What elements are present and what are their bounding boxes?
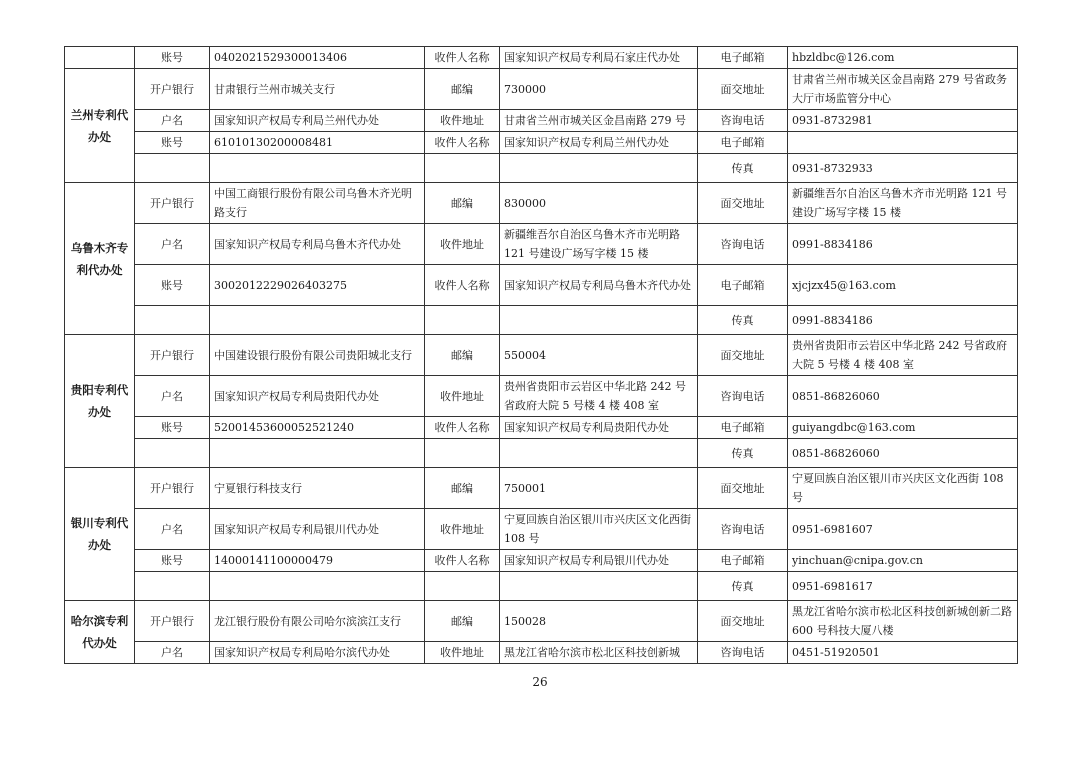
office-name: 贵阳专利代办处 — [65, 335, 135, 468]
table-row — [65, 376, 1018, 417]
label-recipient: 收件人名称 — [425, 132, 500, 154]
label-counter-address: 面交地址 — [698, 468, 788, 509]
table-row — [65, 47, 1018, 69]
label-account: 账号 — [135, 265, 210, 306]
label-email: 电子邮箱 — [698, 550, 788, 572]
label-counter-address: 面交地址 — [698, 183, 788, 224]
label-email: 电子邮箱 — [698, 265, 788, 306]
bank-value: 中国建设银行股份有限公司贵阳城北支行 — [210, 335, 425, 376]
label-phone: 咨询电话 — [698, 509, 788, 550]
recipient-value: 国家知识产权局专利局石家庄代办处 — [500, 47, 698, 69]
mail-address-value: 黑龙江省哈尔滨市松北区科技创新城 — [500, 642, 698, 664]
label-mail-address: 收件地址 — [425, 509, 500, 550]
office-name: 银川专利代办处 — [65, 468, 135, 601]
fax-value: 0851-86826060 — [788, 439, 1018, 468]
label-bank: 开户银行 — [135, 183, 210, 224]
label-counter-address: 面交地址 — [698, 335, 788, 376]
label-mail-address: 收件地址 — [425, 642, 500, 664]
office-cell-empty — [65, 47, 135, 69]
label-recipient: 收件人名称 — [425, 550, 500, 572]
fax-value: 0991-8834186 — [788, 306, 1018, 335]
table-row — [65, 601, 1018, 642]
label-mail-address: 收件地址 — [425, 376, 500, 417]
account-value: 3002012229026403275 — [210, 265, 425, 306]
postcode-value: 150028 — [500, 601, 698, 642]
bank-value: 宁夏银行科技支行 — [210, 468, 425, 509]
label-phone: 咨询电话 — [698, 376, 788, 417]
mail-address-value: 新疆维吾尔自治区乌鲁木齐市光明路 121 号建设广场写字楼 15 楼 — [500, 224, 698, 265]
label-recipient: 收件人名称 — [425, 417, 500, 439]
table-row — [65, 439, 1018, 468]
label-phone: 咨询电话 — [698, 110, 788, 132]
label-postcode: 邮编 — [425, 601, 500, 642]
counter-address-value: 黑龙江省哈尔滨市松北区科技创新城创新二路 600 号科技大厦八楼 — [788, 601, 1018, 642]
recipient-value: 国家知识产权局专利局乌鲁木齐代办处 — [500, 265, 698, 306]
table-row — [65, 154, 1018, 183]
phone-value: 0451-51920501 — [788, 642, 1018, 664]
table-row — [65, 183, 1018, 224]
counter-address-value: 宁夏回族自治区银川市兴庆区文化西街 108 号 — [788, 468, 1018, 509]
email-value — [788, 132, 1018, 154]
holder-value: 国家知识产权局专利局银川代办处 — [210, 509, 425, 550]
patent-office-table — [64, 46, 1018, 664]
mail-address-value: 甘肃省兰州市城关区金昌南路 279 号 — [500, 110, 698, 132]
postcode-value: 550004 — [500, 335, 698, 376]
bank-value: 甘肃银行兰州市城关支行 — [210, 69, 425, 110]
label-account: 账号 — [135, 417, 210, 439]
label-counter-address: 面交地址 — [698, 69, 788, 110]
label-fax: 传真 — [698, 306, 788, 335]
label-holder: 户名 — [135, 509, 210, 550]
account-value: 61010130200008481 — [210, 132, 425, 154]
holder-value: 国家知识产权局专利局贵阳代办处 — [210, 376, 425, 417]
table-row — [65, 572, 1018, 601]
label-holder: 户名 — [135, 110, 210, 132]
counter-address-value: 贵州省贵阳市云岩区中华北路 242 号省政府大院 5 号楼 4 楼 408 室 — [788, 335, 1018, 376]
label-email: 电子邮箱 — [698, 132, 788, 154]
phone-value: 0951-6981607 — [788, 509, 1018, 550]
label-phone: 咨询电话 — [698, 224, 788, 265]
office-name: 兰州专利代办处 — [65, 69, 135, 183]
label-email: 电子邮箱 — [698, 47, 788, 69]
office-name: 哈尔滨专利代办处 — [65, 601, 135, 664]
page-number: 26 — [532, 675, 548, 689]
label-mail-address: 收件地址 — [425, 110, 500, 132]
label-holder: 户名 — [135, 224, 210, 265]
table-row — [65, 509, 1018, 550]
label-mail-address: 收件地址 — [425, 224, 500, 265]
label-bank: 开户银行 — [135, 601, 210, 642]
label-postcode: 邮编 — [425, 335, 500, 376]
counter-address-value: 新疆维吾尔自治区乌鲁木齐市光明路 121 号建设广场写字楼 15 楼 — [788, 183, 1018, 224]
label-email: 电子邮箱 — [698, 417, 788, 439]
phone-value: 0931-8732981 — [788, 110, 1018, 132]
table-row — [65, 132, 1018, 154]
fax-value: 0951-6981617 — [788, 572, 1018, 601]
email-value: yinchuan@cnipa.gov.cn — [788, 550, 1018, 572]
label-fax: 传真 — [698, 572, 788, 601]
label-bank: 开户银行 — [135, 468, 210, 509]
label-postcode: 邮编 — [425, 183, 500, 224]
label-fax: 传真 — [698, 154, 788, 183]
counter-address-value: 甘肃省兰州市城关区金昌南路 279 号省政务大厅市场监管分中心 — [788, 69, 1018, 110]
table-row — [65, 306, 1018, 335]
mail-address-value: 宁夏回族自治区银川市兴庆区文化西街 108 号 — [500, 509, 698, 550]
label-counter-address: 面交地址 — [698, 601, 788, 642]
postcode-value: 750001 — [500, 468, 698, 509]
account-value: 14000141100000479 — [210, 550, 425, 572]
recipient-value: 国家知识产权局专利局贵阳代办处 — [500, 417, 698, 439]
label-bank: 开户银行 — [135, 335, 210, 376]
label-account: 账号 — [135, 132, 210, 154]
phone-value: 0991-8834186 — [788, 224, 1018, 265]
phone-value: 0851-86826060 — [788, 376, 1018, 417]
label-account: 账号 — [135, 550, 210, 572]
office-name: 乌鲁木齐专利代办处 — [65, 183, 135, 335]
label-holder: 户名 — [135, 642, 210, 664]
label-recipient: 收件人名称 — [425, 47, 500, 69]
table-row — [65, 642, 1018, 664]
label-account: 账号 — [135, 47, 210, 69]
table-row — [65, 468, 1018, 509]
label-postcode: 邮编 — [425, 69, 500, 110]
label-holder: 户名 — [135, 376, 210, 417]
label-postcode: 邮编 — [425, 468, 500, 509]
postcode-value: 830000 — [500, 183, 698, 224]
table-row — [65, 110, 1018, 132]
label-phone: 咨询电话 — [698, 642, 788, 664]
table-row — [65, 417, 1018, 439]
recipient-value: 国家知识产权局专利局银川代办处 — [500, 550, 698, 572]
holder-value: 国家知识产权局专利局兰州代办处 — [210, 110, 425, 132]
label-recipient: 收件人名称 — [425, 265, 500, 306]
bank-value: 龙江银行股份有限公司哈尔滨滨江支行 — [210, 601, 425, 642]
holder-value: 国家知识产权局专利局乌鲁木齐代办处 — [210, 224, 425, 265]
table-row — [65, 265, 1018, 306]
email-value: guiyangdbc@163.com — [788, 417, 1018, 439]
email-value: hbzldbc@126.com — [788, 47, 1018, 69]
table-row — [65, 69, 1018, 110]
fax-value: 0931-8732933 — [788, 154, 1018, 183]
mail-address-value: 贵州省贵阳市云岩区中华北路 242 号省政府大院 5 号楼 4 楼 408 室 — [500, 376, 698, 417]
account-value: 0402021529300013406 — [210, 47, 425, 69]
table-row — [65, 335, 1018, 376]
label-bank: 开户银行 — [135, 69, 210, 110]
recipient-value: 国家知识产权局专利局兰州代办处 — [500, 132, 698, 154]
email-value: xjcjzx45@163.com — [788, 265, 1018, 306]
table-row — [65, 224, 1018, 265]
table-row — [65, 550, 1018, 572]
holder-value: 国家知识产权局专利局哈尔滨代办处 — [210, 642, 425, 664]
postcode-value: 730000 — [500, 69, 698, 110]
bank-value: 中国工商银行股份有限公司乌鲁木齐光明路支行 — [210, 183, 425, 224]
label-fax: 传真 — [698, 439, 788, 468]
account-value: 52001453600052521240 — [210, 417, 425, 439]
